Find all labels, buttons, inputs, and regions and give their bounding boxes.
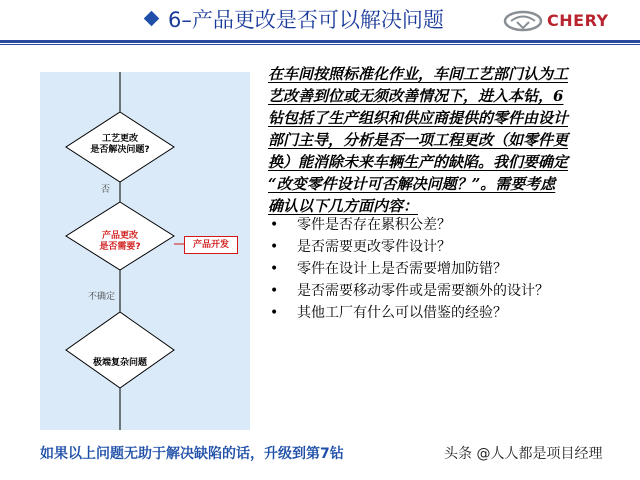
bullet-icon: • [270, 261, 279, 277]
footer-note: 如果以上问题无助于解决缺陷的话，升级到第7钻 [40, 446, 344, 462]
consideration-list [270, 214, 630, 324]
paragraph-line: “改变零件设计可否解决问题？”。需要考虑 [268, 175, 556, 193]
decision-1-label [80, 134, 160, 156]
list-item [270, 280, 630, 302]
list-item [270, 302, 630, 324]
list-item-text: 零件在设计上是否需要增加防错？ [297, 261, 507, 277]
bullet-icon: • [270, 239, 279, 255]
paragraph-line: 在车间按照标准化作业，车间工艺部门认为工 [268, 65, 569, 83]
paragraph-line: 艺改善到位或无须改善情况下，进入本钻，6 [268, 87, 564, 105]
list-item [270, 236, 630, 258]
no-label: 否 [101, 185, 111, 195]
intro-paragraph [268, 63, 630, 217]
list-item-text: 其他工厂有什么可以借鉴的经验？ [297, 305, 507, 321]
paragraph-line: 部门主导，分析是否一项工程更改（如零件更 [268, 131, 569, 149]
department-box: 产品开发 [184, 236, 238, 254]
slide-title: 6–产品更改是否可以解决问题 [168, 8, 444, 32]
list-item-text: 零件是否存在累积公差？ [297, 217, 451, 233]
decision-2-line-2: 是否需要? [99, 242, 141, 252]
decision-3-label: 极端复杂问题 [92, 358, 147, 368]
list-item-text: 是否需要更改零件设计？ [297, 239, 451, 255]
diamond-bullet-icon [144, 11, 160, 27]
watermark: 头条 @人人都是项目经理 [444, 446, 603, 462]
header-rule-thin [0, 44, 640, 45]
decision-diamond [66, 312, 174, 388]
bullet-icon: • [270, 217, 279, 233]
bullet-icon: • [270, 305, 279, 321]
list-item [270, 214, 630, 236]
list-item-text: 是否需要移动零件或是需要额外的设计？ [297, 283, 549, 299]
paragraph-line: 换）能消除未来车辆生产的缺陷。我们要确定 [268, 153, 569, 171]
list-item [270, 258, 630, 280]
header-rule [0, 40, 640, 43]
decision-2-line-1: 产品更改 [101, 231, 138, 241]
decision-2-label [80, 231, 160, 253]
uncertain-label: 不确定 [88, 292, 116, 302]
decision-1-line-2: 是否解决问题? [90, 145, 150, 155]
logo-wordmark: CHERY [547, 11, 609, 30]
bullet-icon: • [270, 283, 279, 299]
title-bar [0, 0, 640, 40]
decision-1-line-1: 工艺更改 [101, 134, 138, 144]
paragraph-line: 确认以下几方面内容： [268, 197, 419, 215]
paragraph-line: 钻包括了生产组织和供应商提供的零件由设计 [268, 109, 569, 127]
chery-emblem-icon [503, 10, 543, 32]
chery-logo [503, 10, 633, 32]
